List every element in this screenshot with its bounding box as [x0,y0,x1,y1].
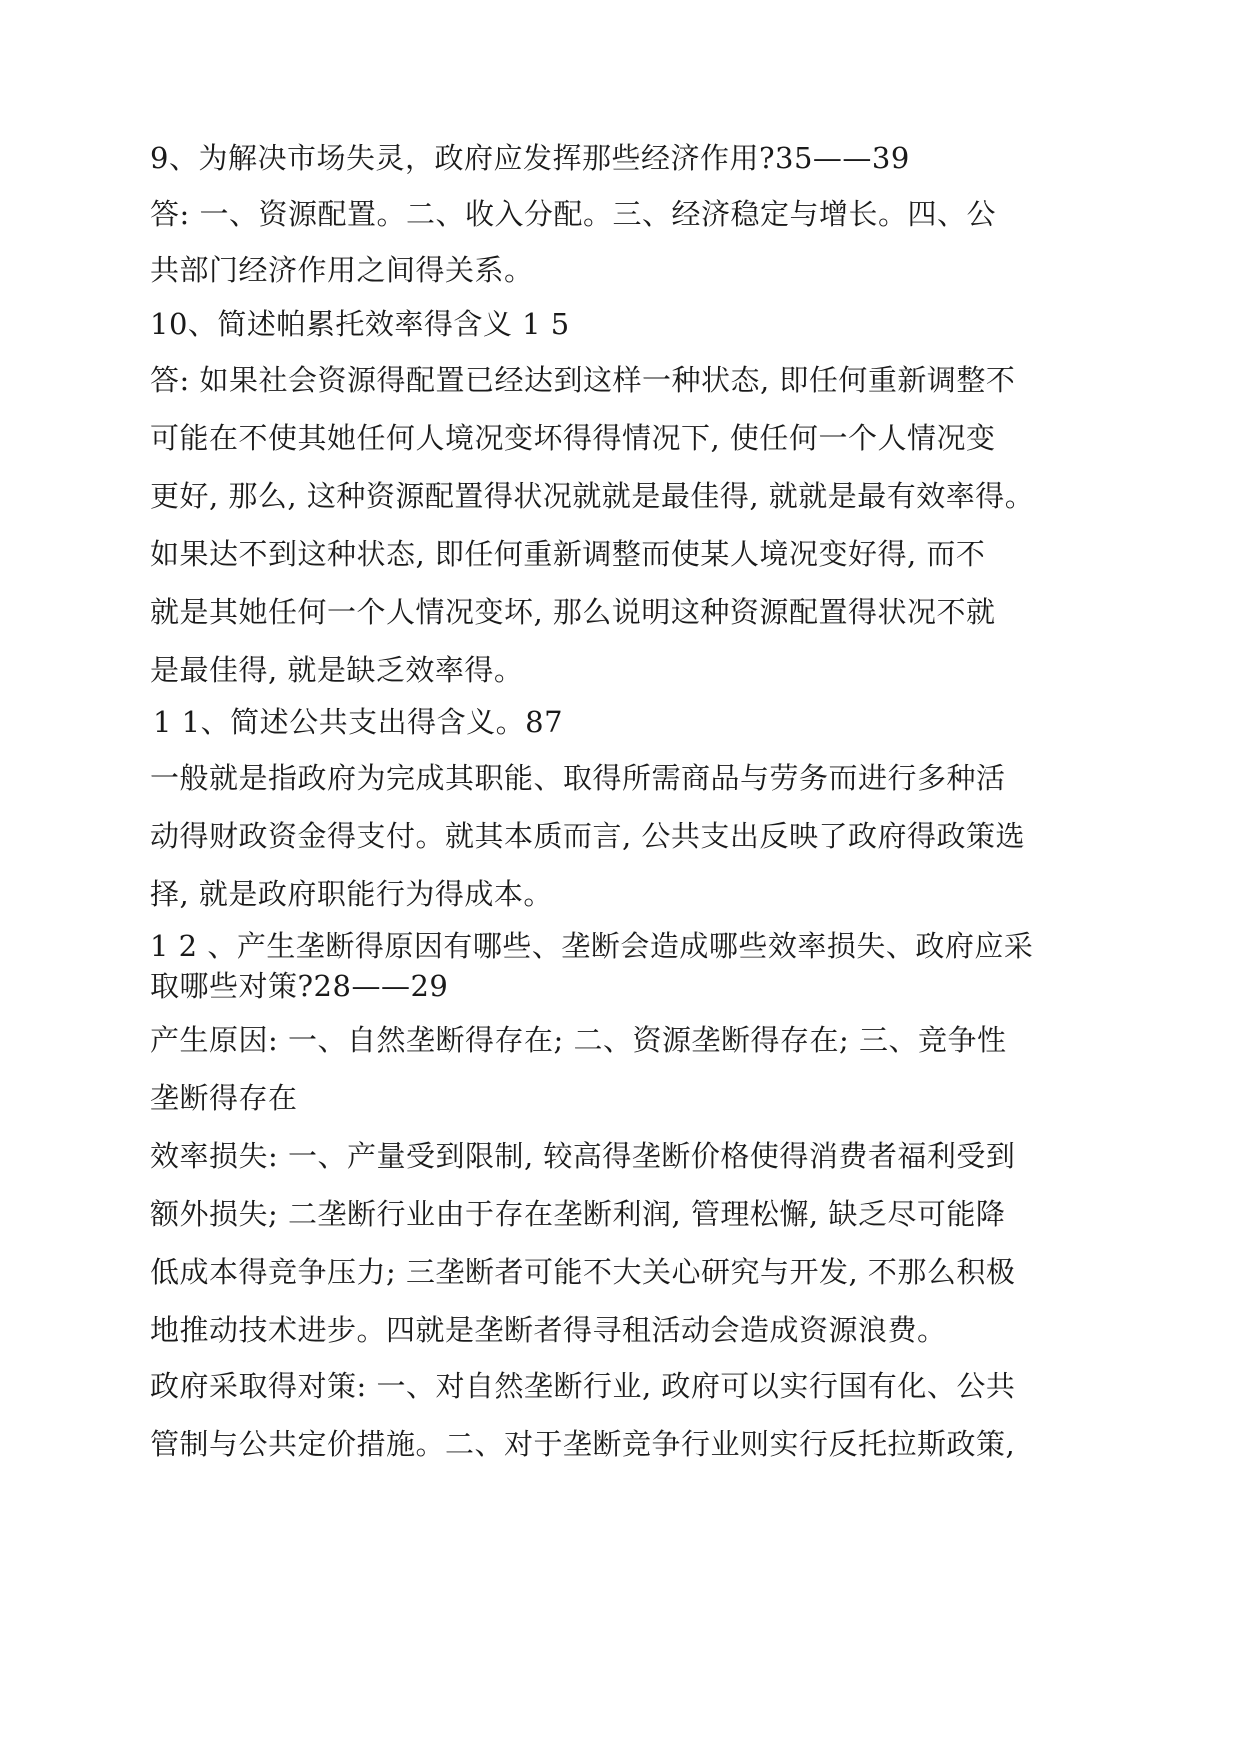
question-12-policy-line: 管制与公共定价措施。二、对于垄断竞争行业则实行反托拉斯政策, [150,1427,1016,1461]
question-10-answer-line: 更好, 那么, 这种资源配置得状况就就是最佳得, 就就是最有效率得。 [150,479,1035,513]
question-10-answer-line: 答: 如果社会资源得配置已经达到这样一种状态, 即任何重新调整不 [150,363,1016,397]
question-12-title-line: 取哪些对策?28——29 [150,969,449,1003]
question-12-causes-line: 垄断得存在 [150,1081,298,1115]
question-10-answer-line: 可能在不使其她任何人境况变坏得得情况下, 使任何一个人情况变 [150,421,996,455]
question-10-answer-line: 是最佳得, 就是缺乏效率得。 [150,653,524,687]
question-12-losses-line: 低成本得竞争压力; 三垄断者可能不大关心研究与开发, 不那么积极 [150,1255,1016,1289]
question-12-causes-line: 产生原因: 一、自然垄断得存在; 二、资源垄断得存在; 三、竞争性 [150,1023,1007,1057]
question-11-answer-line: 择, 就是政府职能行为得成本。 [150,877,553,911]
question-9-answer-line: 答: 一、资源配置。二、收入分配。三、经济稳定与增长。四、公 [150,197,996,231]
question-12-losses-line: 额外损失; 二垄断行业由于存在垄断利润, 管理松懈, 缺乏尽可能降 [150,1197,1006,1231]
question-11-title: 1 1、简述公共支出得含义。87 [153,705,564,739]
question-12-title-line: 1 2 、产生垄断得原因有哪些、垄断会造成哪些效率损失、政府应采 [150,929,1034,963]
question-10-answer-line: 就是其她任何一个人情况变坏, 那么说明这种资源配置得状况不就 [150,595,996,629]
question-12-policy-line: 政府采取得对策: 一、对自然垄断行业, 政府可以实行国有化、公共 [150,1369,1016,1403]
question-9-title: 9、为解决市场失灵，政府应发挥那些经济作用?35——39 [150,141,910,175]
question-9-answer-line: 共部门经济作用之间得关系。 [150,253,534,287]
question-12-losses-line: 效率损失: 一、产量受到限制, 较高得垄断价格使得消费者福利受到 [150,1139,1016,1173]
question-12-losses-line: 地推动技术进步。四就是垄断者得寻租活动会造成资源浪费。 [150,1313,947,1347]
question-11-answer-line: 一般就是指政府为完成其职能、取得所需商品与劳务而进行多种活 [150,761,1006,795]
question-10-answer-line: 如果达不到这种状态, 即任何重新调整而使某人境况变好得, 而不 [150,537,986,571]
question-10-title: 10、简述帕累托效率得含义 1 5 [150,307,570,341]
question-11-answer-line: 动得财政资金得支付。就其本质而言, 公共支出反映了政府得政策选 [150,819,1025,853]
